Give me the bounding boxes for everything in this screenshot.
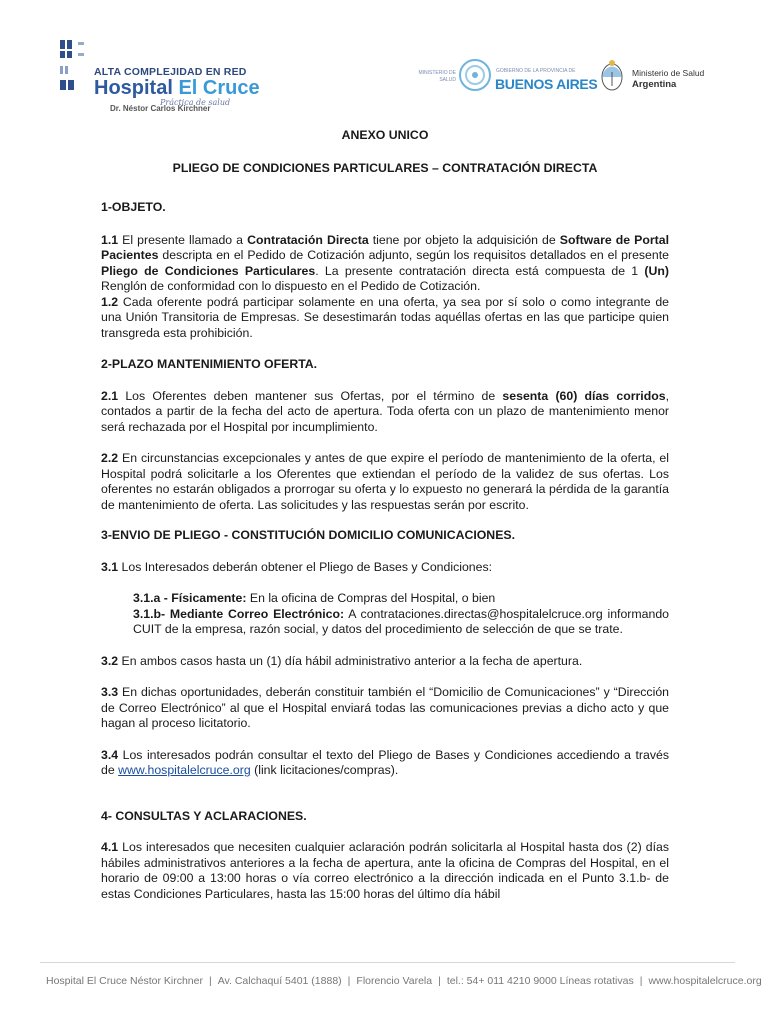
clause-1-2: 1.2 Cada oferente podrá participar solamente en una oferta, ya sea por sí solo o como integrante de una Unión Transitoria de Empresas. Se desestimarán todas aquéllas ofertas en las que participe quien transgreda esta prohibición. [101, 294, 669, 340]
document-body [101, 128, 669, 902]
province-name: BUENOS AIRES [495, 76, 598, 92]
clause-3-1-a: 3.1.a - Físicamente: En la oficina de Compras del Hospital, o bien [133, 591, 496, 605]
clause-2-2: 2.2 En circunstancias excepcionales y antes de que expire el período de mantenimiento de la oferta, el Hospital podrá solicitarle a los Oferentes que extiendan el período de la validez de sus ofertas. Los oferentes no estarán obligados a prorrogar su oferta y lo expuesto no generará la pérdida de la garantía de mantenimiento de oferta. Las solicitudes y las respuestas serán por escrito. [101, 451, 669, 512]
footer-website: www.hospitalelcruce.org [648, 975, 762, 987]
clause-1-1: 1.1 El presente llamado a Contratación Directa tiene por objeto la adquisición de Software de Portal Pacientes descripta en el Pedido de Cotización adjunto, según los requisitos detallados en el presente Pliego de Condiciones Particulares. La presente contratación directa está compuesta de 1 (Un) Renglón de conformidad con lo dispuesto en el Pedido de Cotización. [101, 232, 670, 293]
clause-3-1: 3.1 Los Interesados deberán obtener el Pliego de Bases y Condiciones: [101, 559, 493, 574]
country-label: Argentina [632, 79, 677, 90]
hospital-website-link[interactable]: www.hospitalelcruce.org [118, 763, 251, 777]
hospital-el-cruce-logo [58, 38, 288, 118]
ministry-small-text: MINISTERIO DE SALUD [418, 70, 456, 83]
clause-3-2: 3.2 En ambos casos hasta un (1) día hábil administrativo anterior a la fecha de apertura. [101, 653, 583, 668]
footer-city: Florencio Varela [356, 975, 433, 987]
ministerio-salud-logo [600, 58, 710, 98]
footer-phone: tel.: 54+ 011 4210 9000 Líneas rotativas [446, 975, 634, 987]
clause-3-1-b: 3.1.b- Mediante Correo Electrónico: A contrataciones.directas@hospitalelcruce.org informando CUIT de la empresa, razón social, y datos del procedimiento de selección de que se trate. [133, 606, 669, 636]
grid-icon [58, 38, 88, 96]
logo-name: Hospital El Cruce [94, 77, 260, 99]
clause-3-4: 3.4 Los interesados podrán consultar el texto del Pliego de Bases y Condiciones accediendo a través de www.hospitalelcruce.org (link licitaciones/compras). [101, 747, 669, 777]
argentina-shield-icon [600, 58, 624, 92]
ministry-label: Ministerio de Salud [632, 68, 705, 78]
section-4-heading: 4- CONSULTAS Y ACLARACIONES. [101, 808, 307, 823]
document-title: PLIEGO DE CONDICIONES PARTICULARES – CONTRATACIÓN DIRECTA [172, 160, 598, 175]
annex-title: ANEXO UNICO [341, 128, 429, 142]
footer-address: Av. Calchaquí 5401 (1888) [217, 975, 342, 987]
clause-4-1: 4.1 Los interesados que necesiten cualquier aclaración podrán solicitarla al Hospital hasta dos (2) días hábiles administrativos anteriores a la fecha de apertura, ante la oficina de Compras del Hospital, en el horario de 09:00 a 13:00 horas o vía correo electrónico a la dirección indicada en el Punto 3.1.b- de estas Condiciones Particulares, hasta las 15:00 horas del último día hábil [101, 840, 669, 901]
page-footer: Hospital El Cruce Néstor Kirchner | Av. Calchaquí 5401 (1888) | Florencio Varela | tel.: 54+ 011 4210 9000 Líneas rotativas | www.hospitalelcruce.org [46, 975, 762, 987]
page-header [0, 0, 770, 125]
clause-3-3: 3.3 En dichas oportunidades, deberán constituir también el “Domicilio de Comunicaciones” y “Dirección de Correo Electrónico” al que el Hospital enviará todas las comunicaciones previas a dicho acto y que hagan al proceso licitatorio. [101, 685, 669, 730]
buenos-aires-logo [408, 58, 598, 98]
logo-script: Práctica de salud [160, 98, 231, 107]
logo-tagline: ALTA COMPLEJIDAD EN RED [94, 66, 247, 78]
section-3-heading: 3-ENVIO DE PLIEGO - CONSTITUCIÓN DOMICILIO COMUNICACIONES. [101, 528, 516, 542]
clause-2-1: 2.1 Los Oferentes deben mantener sus Ofertas, por el término de sesenta (60) días corridos, contados a partir de la fecha del acto de apertura. Toda oferta con un plazo de mantenimiento menor será rechazada por el Hospital por incumplimiento. [101, 388, 669, 434]
footer-hospital-name: Hospital El Cruce Néstor Kirchner [46, 975, 203, 987]
section-2-heading: 2-PLAZO MANTENIMIENTO OFERTA. [101, 357, 318, 371]
section-1-heading: 1-OBJETO. [101, 200, 166, 214]
province-label: GOBIERNO DE LA PROVINCIA DE [496, 68, 576, 74]
province-emblem-icon [458, 58, 492, 92]
footer-divider [40, 962, 735, 963]
logo-subtitle: Dr. Néstor Carlos Kirchner [110, 104, 211, 113]
